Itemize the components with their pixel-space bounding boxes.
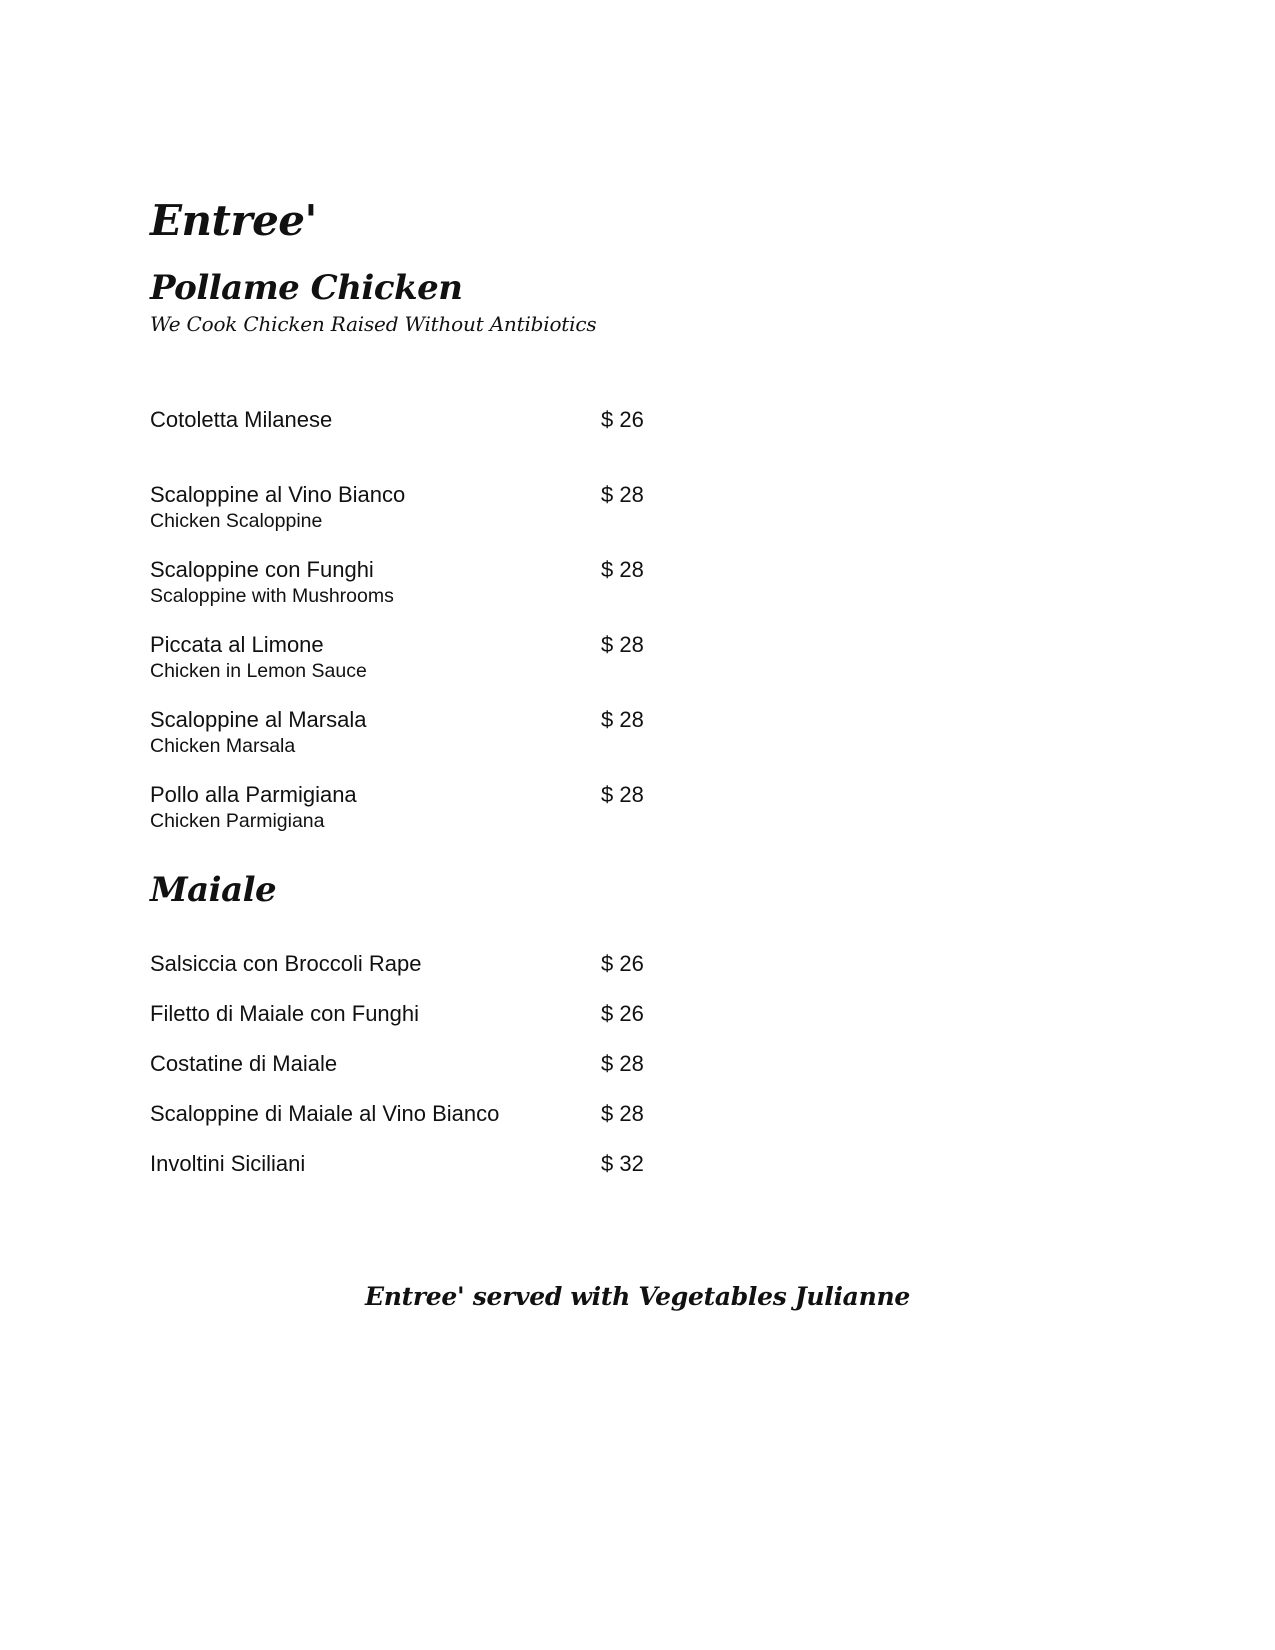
menu-item-price: $ 28: [601, 632, 644, 657]
menu-item-price: $ 28: [601, 482, 644, 507]
menu-item-name: Salsiccia con Broccoli Rape: [150, 951, 422, 976]
menu-item-price: $ 28: [601, 707, 644, 732]
menu-item: [150, 950, 650, 978]
section-subtitle-chicken: We Cook Chicken Raised Without Antibiotics: [150, 312, 597, 336]
menu-item-name: Scaloppine di Maiale al Vino Bianco: [150, 1101, 500, 1126]
menu-item-name: Piccata al Limone: [150, 632, 324, 657]
menu-item: [150, 781, 650, 833]
menu-item: [150, 481, 650, 533]
menu-item-description: Chicken Parmigiana: [150, 810, 325, 832]
menu-item-name: Cotoletta Milanese: [150, 407, 333, 432]
section-title-chicken: Pollame Chicken: [150, 268, 463, 308]
section-title-pork: Maiale: [150, 870, 277, 910]
menu-item: [150, 1150, 650, 1178]
menu-item: [150, 1050, 650, 1078]
menu-item-description: Chicken Scaloppine: [150, 510, 323, 532]
page-title: Entree': [150, 196, 317, 245]
menu-item-name: Involtini Siciliani: [150, 1151, 306, 1176]
menu-item: [150, 631, 650, 683]
menu-item: [150, 406, 650, 434]
menu-item-price: $ 28: [601, 557, 644, 582]
menu-item-price: $ 28: [601, 1051, 644, 1076]
menu-item-name: Scaloppine al Marsala: [150, 707, 367, 732]
menu-item-name: Pollo alla Parmigiana: [150, 782, 357, 807]
menu-item-price: $ 26: [601, 1001, 644, 1026]
menu-item-price: $ 28: [601, 1101, 644, 1126]
menu-item-name: Scaloppine con Funghi: [150, 557, 374, 582]
menu-item-description: Scaloppine with Mushrooms: [150, 585, 394, 607]
menu-item: [150, 706, 650, 758]
menu-item-name: Costatine di Maiale: [150, 1051, 338, 1076]
menu-item: [150, 1100, 650, 1128]
menu-item-price: $ 26: [601, 951, 644, 976]
menu-item-description: Chicken Marsala: [150, 735, 296, 757]
menu-item-price: $ 28: [601, 782, 644, 807]
footer-note: Entree' served with Vegetables Julianne: [365, 1282, 910, 1311]
menu-item-name: Scaloppine al Vino Bianco: [150, 482, 406, 507]
menu-item-name: Filetto di Maiale con Funghi: [150, 1001, 420, 1026]
menu-item: [150, 1000, 650, 1028]
menu-item-description: Chicken in Lemon Sauce: [150, 660, 367, 682]
menu-item-price: $ 32: [601, 1151, 644, 1176]
menu-item-price: $ 26: [601, 407, 644, 432]
menu-item: [150, 556, 650, 608]
